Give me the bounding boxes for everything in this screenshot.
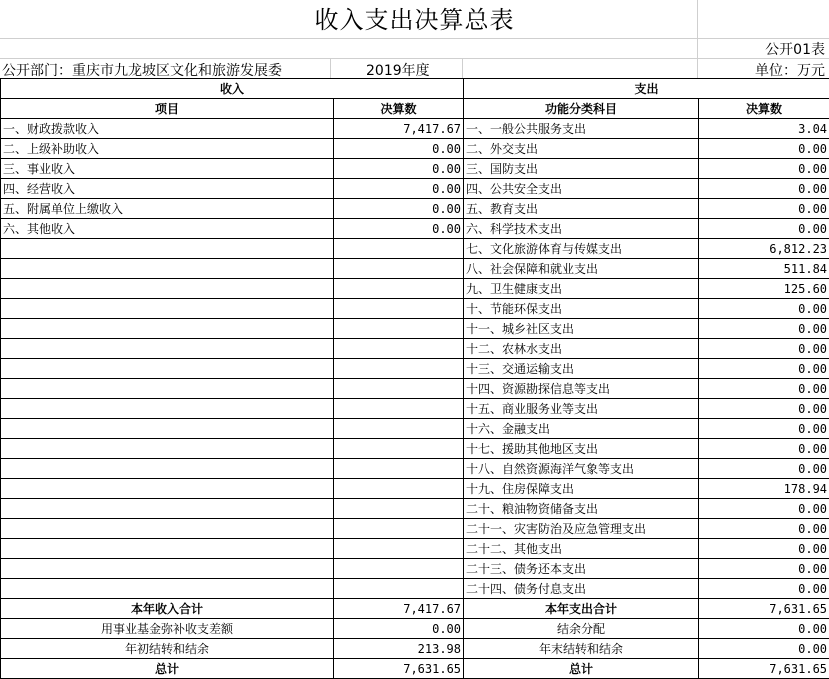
expense-item-name: 十四、资源勘探信息等支出: [464, 379, 699, 399]
table-row: [1, 499, 829, 519]
table-row: [1, 219, 829, 239]
expense-item-name: 二十、粮油物资储备支出: [464, 499, 699, 519]
meta-divider-v1: [330, 58, 331, 78]
empty-income-amount-cell: [334, 259, 464, 279]
empty-income-amount-cell: [334, 239, 464, 259]
income-total-value: 7,417.67: [334, 599, 464, 619]
empty-income-amount-cell: [334, 279, 464, 299]
income-item-name: 一、财政拨款收入: [1, 119, 334, 139]
income-item-amount: 0.00: [334, 139, 464, 159]
expense-item-name: 十六、金融支出: [464, 419, 699, 439]
empty-income-cell: [1, 339, 334, 359]
expense-total-value: 7,631.65: [699, 599, 829, 619]
empty-income-amount-cell: [334, 539, 464, 559]
begin-carryover-value: 213.98: [334, 639, 464, 659]
empty-income-amount-cell: [334, 499, 464, 519]
fund-label: 用事业基金弥补收支差额: [1, 619, 334, 639]
fund-value: 0.00: [334, 619, 464, 639]
empty-income-amount-cell: [334, 519, 464, 539]
empty-income-cell: [1, 519, 334, 539]
expense-item-amount: 0.00: [699, 559, 829, 579]
surplus-value: 0.00: [699, 619, 829, 639]
expense-item-name: 十八、自然资源海洋气象等支出: [464, 459, 699, 479]
table-row: [1, 239, 829, 259]
end-carryover-label: 年末结转和结余: [464, 639, 699, 659]
empty-income-cell: [1, 239, 334, 259]
empty-income-amount-cell: [334, 579, 464, 599]
empty-income-cell: [1, 259, 334, 279]
income-item-amount: 0.00: [334, 219, 464, 239]
expense-item-amount: 0.00: [699, 219, 829, 239]
expense-item-name: 二十四、债务付息支出: [464, 579, 699, 599]
col-amount-header: 决算数: [334, 99, 464, 119]
expense-item-amount: 0.00: [699, 499, 829, 519]
begin-carryover-label: 年初结转和结余: [1, 639, 334, 659]
expense-item-name: 二十三、债务还本支出: [464, 559, 699, 579]
expense-item-name: 八、社会保障和就业支出: [464, 259, 699, 279]
expense-item-amount: 0.00: [699, 439, 829, 459]
table-row: [1, 139, 829, 159]
column-header-row: [1, 99, 829, 119]
empty-income-cell: [1, 359, 334, 379]
header-divider: [0, 38, 829, 39]
empty-income-cell: [1, 559, 334, 579]
table-row: [1, 359, 829, 379]
income-item-name: 四、经营收入: [1, 179, 334, 199]
income-item-amount: 0.00: [334, 179, 464, 199]
empty-income-cell: [1, 299, 334, 319]
income-item-amount: 0.00: [334, 159, 464, 179]
table-row: [1, 559, 829, 579]
expense-item-amount: 178.94: [699, 479, 829, 499]
income-item-name: 二、上级补助收入: [1, 139, 334, 159]
budget-table: [0, 78, 829, 679]
expense-item-name: 十、节能环保支出: [464, 299, 699, 319]
table-row: [1, 159, 829, 179]
empty-income-cell: [1, 499, 334, 519]
table-row: [1, 439, 829, 459]
empty-income-amount-cell: [334, 299, 464, 319]
table-row: [1, 459, 829, 479]
expense-item-amount: 0.00: [699, 419, 829, 439]
expense-item-amount: 0.00: [699, 359, 829, 379]
expense-item-name: 三、国防支出: [464, 159, 699, 179]
expense-item-name: 一、一般公共服务支出: [464, 119, 699, 139]
table-row: [1, 299, 829, 319]
empty-income-amount-cell: [334, 339, 464, 359]
expense-item-amount: 6,812.23: [699, 239, 829, 259]
income-item-name: 六、其他收入: [1, 219, 334, 239]
expense-item-name: 九、卫生健康支出: [464, 279, 699, 299]
empty-income-cell: [1, 399, 334, 419]
expense-item-name: 二十二、其他支出: [464, 539, 699, 559]
table-row: [1, 379, 829, 399]
expense-item-name: 六、科学技术支出: [464, 219, 699, 239]
header-column-line: [697, 0, 698, 78]
unit-label: 单位：万元: [755, 60, 825, 80]
income-item-amount: 7,417.67: [334, 119, 464, 139]
empty-income-amount-cell: [334, 479, 464, 499]
fund-row: [1, 619, 829, 639]
empty-income-cell: [1, 459, 334, 479]
table-code: 公开01表: [765, 39, 825, 59]
table-row: [1, 579, 829, 599]
expense-item-amount: 0.00: [699, 579, 829, 599]
table-row: [1, 479, 829, 499]
grand-total-row: [1, 659, 829, 679]
meta-divider-v2: [462, 58, 463, 78]
expense-item-amount: 0.00: [699, 159, 829, 179]
empty-income-amount-cell: [334, 419, 464, 439]
table-row: [1, 539, 829, 559]
income-item-amount: 0.00: [334, 199, 464, 219]
empty-income-cell: [1, 539, 334, 559]
expense-item-amount: 0.00: [699, 379, 829, 399]
grand-total-right: 7,631.65: [699, 659, 829, 679]
expense-item-amount: 0.00: [699, 459, 829, 479]
grand-total-label-right: 总计: [464, 659, 699, 679]
expense-item-name: 十三、交通运输支出: [464, 359, 699, 379]
table-row: [1, 319, 829, 339]
expense-item-amount: 0.00: [699, 319, 829, 339]
expense-item-name: 十九、住房保障支出: [464, 479, 699, 499]
expense-item-name: 七、文化旅游体育与传媒支出: [464, 239, 699, 259]
carryover-row: [1, 639, 829, 659]
expense-item-amount: 3.04: [699, 119, 829, 139]
empty-income-amount-cell: [334, 399, 464, 419]
expense-item-amount: 0.00: [699, 519, 829, 539]
expense-item-name: 十一、城乡社区支出: [464, 319, 699, 339]
empty-income-cell: [1, 439, 334, 459]
empty-income-cell: [1, 279, 334, 299]
col-amount2-header: 决算数: [699, 99, 829, 119]
expense-item-name: 五、教育支出: [464, 199, 699, 219]
expense-item-name: 二、外交支出: [464, 139, 699, 159]
end-carryover-value: 0.00: [699, 639, 829, 659]
expense-item-amount: 125.60: [699, 279, 829, 299]
table-row: [1, 119, 829, 139]
total-row: [1, 599, 829, 619]
income-header: 收入: [1, 79, 464, 99]
expense-item-name: 二十一、灾害防治及应急管理支出: [464, 519, 699, 539]
col-func-header: 功能分类科目: [464, 99, 699, 119]
income-item-name: 三、事业收入: [1, 159, 334, 179]
expense-item-amount: 0.00: [699, 199, 829, 219]
expense-item-name: 十五、商业服务业等支出: [464, 399, 699, 419]
expense-item-amount: 0.00: [699, 139, 829, 159]
expense-item-name: 四、公共安全支出: [464, 179, 699, 199]
empty-income-amount-cell: [334, 439, 464, 459]
table-row: [1, 259, 829, 279]
section-header-row: [1, 79, 829, 99]
table-row: [1, 179, 829, 199]
empty-income-cell: [1, 479, 334, 499]
meta-divider: [0, 58, 829, 59]
expense-item-amount: 0.00: [699, 179, 829, 199]
table-row: [1, 399, 829, 419]
expense-item-amount: 0.00: [699, 539, 829, 559]
empty-income-amount-cell: [334, 359, 464, 379]
grand-total-left: 7,631.65: [334, 659, 464, 679]
empty-income-cell: [1, 579, 334, 599]
expense-item-name: 十二、农林水支出: [464, 339, 699, 359]
income-total-label: 本年收入合计: [1, 599, 334, 619]
income-item-name: 五、附属单位上缴收入: [1, 199, 334, 219]
table-row: [1, 199, 829, 219]
report-title: 收入支出决算总表: [0, 0, 829, 38]
empty-income-amount-cell: [334, 459, 464, 479]
col-item-header: 项目: [1, 99, 334, 119]
expense-header: 支出: [464, 79, 829, 99]
empty-income-cell: [1, 319, 334, 339]
expense-item-name: 十七、援助其他地区支出: [464, 439, 699, 459]
fiscal-year: 2019年度: [366, 60, 430, 80]
expense-item-amount: 511.84: [699, 259, 829, 279]
expense-total-label: 本年支出合计: [464, 599, 699, 619]
empty-income-cell: [1, 419, 334, 439]
table-row: [1, 519, 829, 539]
expense-item-amount: 0.00: [699, 339, 829, 359]
surplus-label: 结余分配: [464, 619, 699, 639]
table-row: [1, 279, 829, 299]
department-label: 公开部门：重庆市九龙坡区文化和旅游发展委: [2, 60, 282, 80]
table-row: [1, 419, 829, 439]
expense-item-amount: 0.00: [699, 299, 829, 319]
empty-income-amount-cell: [334, 379, 464, 399]
expense-item-amount: 0.00: [699, 399, 829, 419]
grand-total-label-left: 总计: [1, 659, 334, 679]
empty-income-amount-cell: [334, 319, 464, 339]
empty-income-amount-cell: [334, 559, 464, 579]
table-row: [1, 339, 829, 359]
empty-income-cell: [1, 379, 334, 399]
